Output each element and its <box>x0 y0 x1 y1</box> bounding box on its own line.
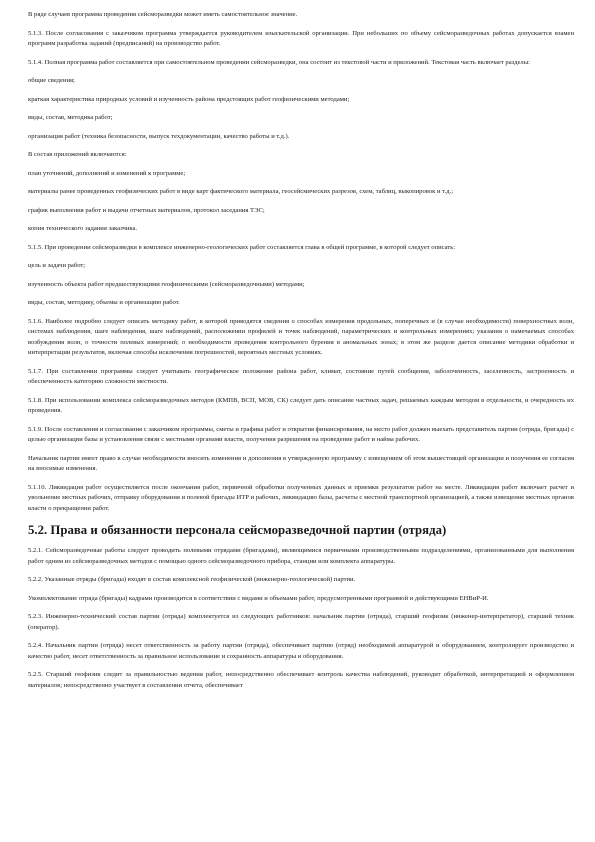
paragraph: 5.2.3. Инженерно-технический состав партии (отряда) комплектуется из следующих работников: начальник партии (отряда), старший геофизик (инженер-интерпретатор), старший техник (оператор). <box>28 613 574 631</box>
list-item: виды, состав, методику, объемы и организацию работ. <box>28 299 180 306</box>
paragraph: 5.1.5. При проведении сейсморазведки в комплексе инженерно-геологических работ составляется глава в общей программе, в которой следует описать: <box>28 243 456 251</box>
paragraph: 5.2.1. Сейсморазведочные работы следует проводить полевыми отрядами (бригадами), являющимися первичными производственными подразделениями, организованными для выполнения работ одним из сейсморазведочных методов с помощью одного сейсморазведочного прибора, станции или комплекта аппаратуры. <box>28 547 574 565</box>
paragraph: 5.2.4. Начальник партии (отряда) несет ответственность за работу партии (отряда), обеспечивает партию (отряд) необходимой аппаратурой и оборудованием, контролирует производство и качество работ, несет ответственность за правильное использование и сохранность аппаратуры и оборудования. <box>28 642 574 660</box>
list-item: копия технического задания заказчика. <box>28 225 138 232</box>
paragraph: 5.1.7. При составлении программы следует учитывать географическое положение района работ, климат, состояние путей сообщения, заболоченность, заселенность, застроенность и обеспеченность категорию сложности местности. <box>28 367 574 385</box>
paragraph: 5.2.5. Старший геофизик следит за правильностью ведения работ, непосредственно обеспечивает контроль качества наблюдений, руководит обработкой, интерпретацией и оформлением материалов; непосредственно участвует в составлении отчета, обеспечивает <box>28 671 574 689</box>
list-item: изученность объекта работ предшествующими геофизическими (сейсморазведочными) методами; <box>28 280 305 288</box>
paragraph: 5.1.8. При использовании комплекса сейсморазведочных методов (КМПВ, ВСП, МОВ, СК) следует дать описание частных задач, решаемых каждым методом в отдельности, и очередность их проведения. <box>28 396 574 414</box>
paragraph: В состав приложений включаются: <box>28 151 127 158</box>
paragraph: В ряде случаев программа проведения сейсморазведки может иметь самостоятельное значение. <box>28 11 298 18</box>
paragraph: 5.2.2. Указанные отряды (бригады) входят в состав комплексной геофизической (инженерно-геологической) партии. <box>28 576 356 583</box>
document-page <box>28 10 574 699</box>
list-item: график выполнения работ и выдачи отчетных материалов, протокол заседания ТЭС; <box>28 206 265 214</box>
paragraph: Начальник партии имеет право в случае необходимости вносить изменения и дополнения в утвержденную программу с извещением об этом вышестоящей организации и получения ее согласия на вносимые изменения. <box>28 454 574 472</box>
list-item: материалы ранее проведенных геофизических работ в виде карт фактического материала, геосейсмических разрезов, схем, таблиц, выкопировок и т.д.; <box>28 188 454 195</box>
list-item: виды, состав, методика работ; <box>28 114 113 121</box>
section-heading: 5.2. Права и обязанности персонала сейсморазведочной партии (отряда) <box>28 523 447 537</box>
list-item: общие сведения; <box>28 77 75 84</box>
paragraph: 5.1.9. После составления и согласования с заказчиком программы, сметы и графика работ и открытия финансирования, на место работ должен выехать представитель партии (отряда, бригады) с целью организации базы и установления связи с местными органами власти, получения разрешения на проведение работ и найма рабочих. <box>28 425 574 443</box>
list-item: план уточнений, дополнений и изменений к программе; <box>28 169 186 177</box>
paragraph: 5.1.4. Полная программа работ составляется при самостоятельном проведении сейсморазведки, она состоит из текстовой части и приложений. Текстовая часть включает разделы: <box>28 58 530 66</box>
paragraph: 5.1.3. После согласования с заказчиком программа утверждается руководителем изыскательской организации. При небольших по объему сейсморазведочных работах допускается взамен программ разработка заданий (предписаний) на производство работ. <box>28 29 574 47</box>
list-item: организация работ (техника безопасности, выпуск техдокументации, качество работы и т.д.). <box>28 132 290 140</box>
paragraph: 5.1.6. Наиболее подробно следует описать методику работ, в которой приводятся сведения о способах измерения продольных, поперечных и (в случае необходимости) поверхностных волн, системах наблюдения, шаге наблюдения, шаге наблюдений, расположении профилей и точек наблюдений, параметрических и контрольных измерениях; указания о намечаемых способах возбуждения волн, о точности полевых измерений; о необходимости проведения контрольного бурения в аномальных зонах; в этом же разделе дается описание методики обработки и интерпретации результатов, включая способы исключения погрешностей, вероятных местных условиях. <box>28 317 574 356</box>
paragraph: 5.1.10. Ликвидация работ осуществляется после окончания работ, первичной обработки полученных данных и приемки результатов работ на месте. Ликвидация работ включает расчет и увольнение местных рабочих, отправку оборудования и полевой бригады ИТР и рабочих, ликвидацию базы, расчеты с местной транспортной организацией, а также извещение местных органов власти о прекращении работ. <box>28 483 574 512</box>
list-item: цель и задачи работ; <box>28 262 86 269</box>
paragraph: Укомплектование отряда (бригады) кадрами производится в соответствии с видами и объемами работ, предусмотренными программой и действующими ЕНВиР-И. <box>28 594 489 602</box>
list-item: краткая характеристика природных условий и изученность района предстоящих работ геофизическими методами; <box>28 95 350 103</box>
